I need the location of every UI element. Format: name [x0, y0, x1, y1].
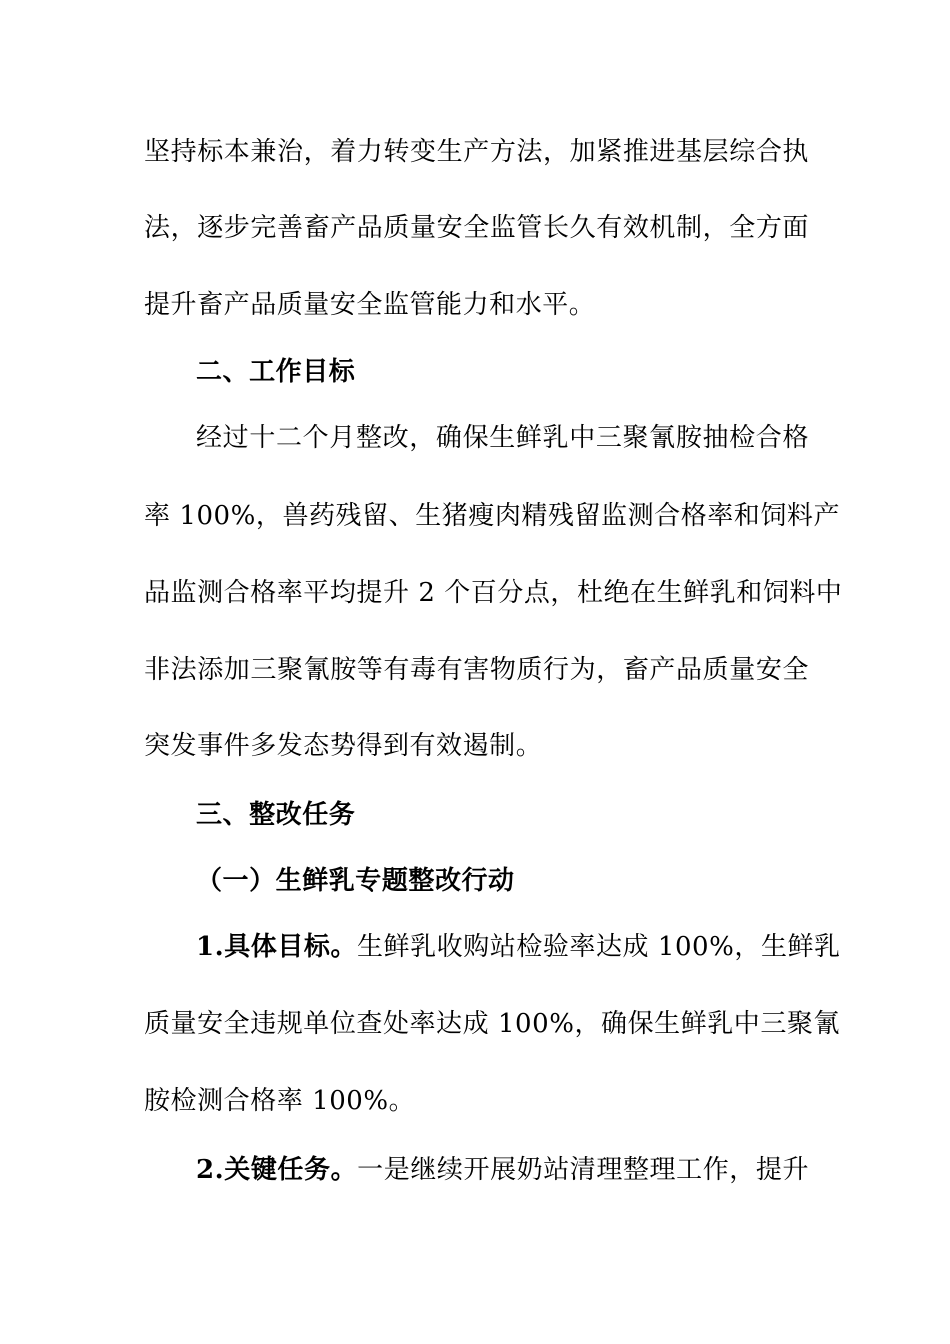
paragraph-line: 提升畜产品质量安全监管能力和水平。 — [144, 290, 596, 320]
paragraph-line: 胺检测合格率 100%。 — [144, 1086, 416, 1116]
paragraph-line — [196, 1150, 809, 1190]
paragraph-line: 质量安全违规单位查处率达成 100%，确保生鲜乳中三聚氰 — [144, 1009, 840, 1039]
item-heading: 1.具体目标。 — [196, 932, 357, 962]
item-text: 一是继续开展奶站清理整理工作，提升 — [357, 1155, 809, 1185]
subsection-heading: （一）生鲜乳专题整改行动 — [196, 866, 515, 896]
section-heading: 二、工作目标 — [196, 357, 356, 387]
section-heading: 三、整改任务 — [196, 800, 356, 830]
paragraph-line: 率 100%，兽药残留、生猪瘦肉精残留监测合格率和饲料产 — [144, 501, 840, 531]
paragraph-line — [196, 927, 841, 967]
paragraph-line: 突发事件多发态势得到有效遏制。 — [144, 731, 543, 761]
paragraph-line: 坚持标本兼治，着力转变生产方法，加紧推进基层综合执 — [144, 137, 809, 167]
paragraph-line: 法，逐步完善畜产品质量安全监管长久有效机制，全方面 — [144, 213, 809, 243]
paragraph-line: 经过十二个月整改，确保生鲜乳中三聚氰胺抽检合格 — [196, 423, 809, 453]
item-heading: 2.关键任务。 — [196, 1155, 358, 1185]
paragraph-line: 品监测合格率平均提升 2 个百分点，杜绝在生鲜乳和饲料中 — [144, 578, 843, 608]
item-text: 生鲜乳收购站检验率达成 100%，生鲜乳 — [357, 932, 841, 962]
paragraph-line: 非法添加三聚氰胺等有毒有害物质行为，畜产品质量安全 — [144, 655, 809, 685]
